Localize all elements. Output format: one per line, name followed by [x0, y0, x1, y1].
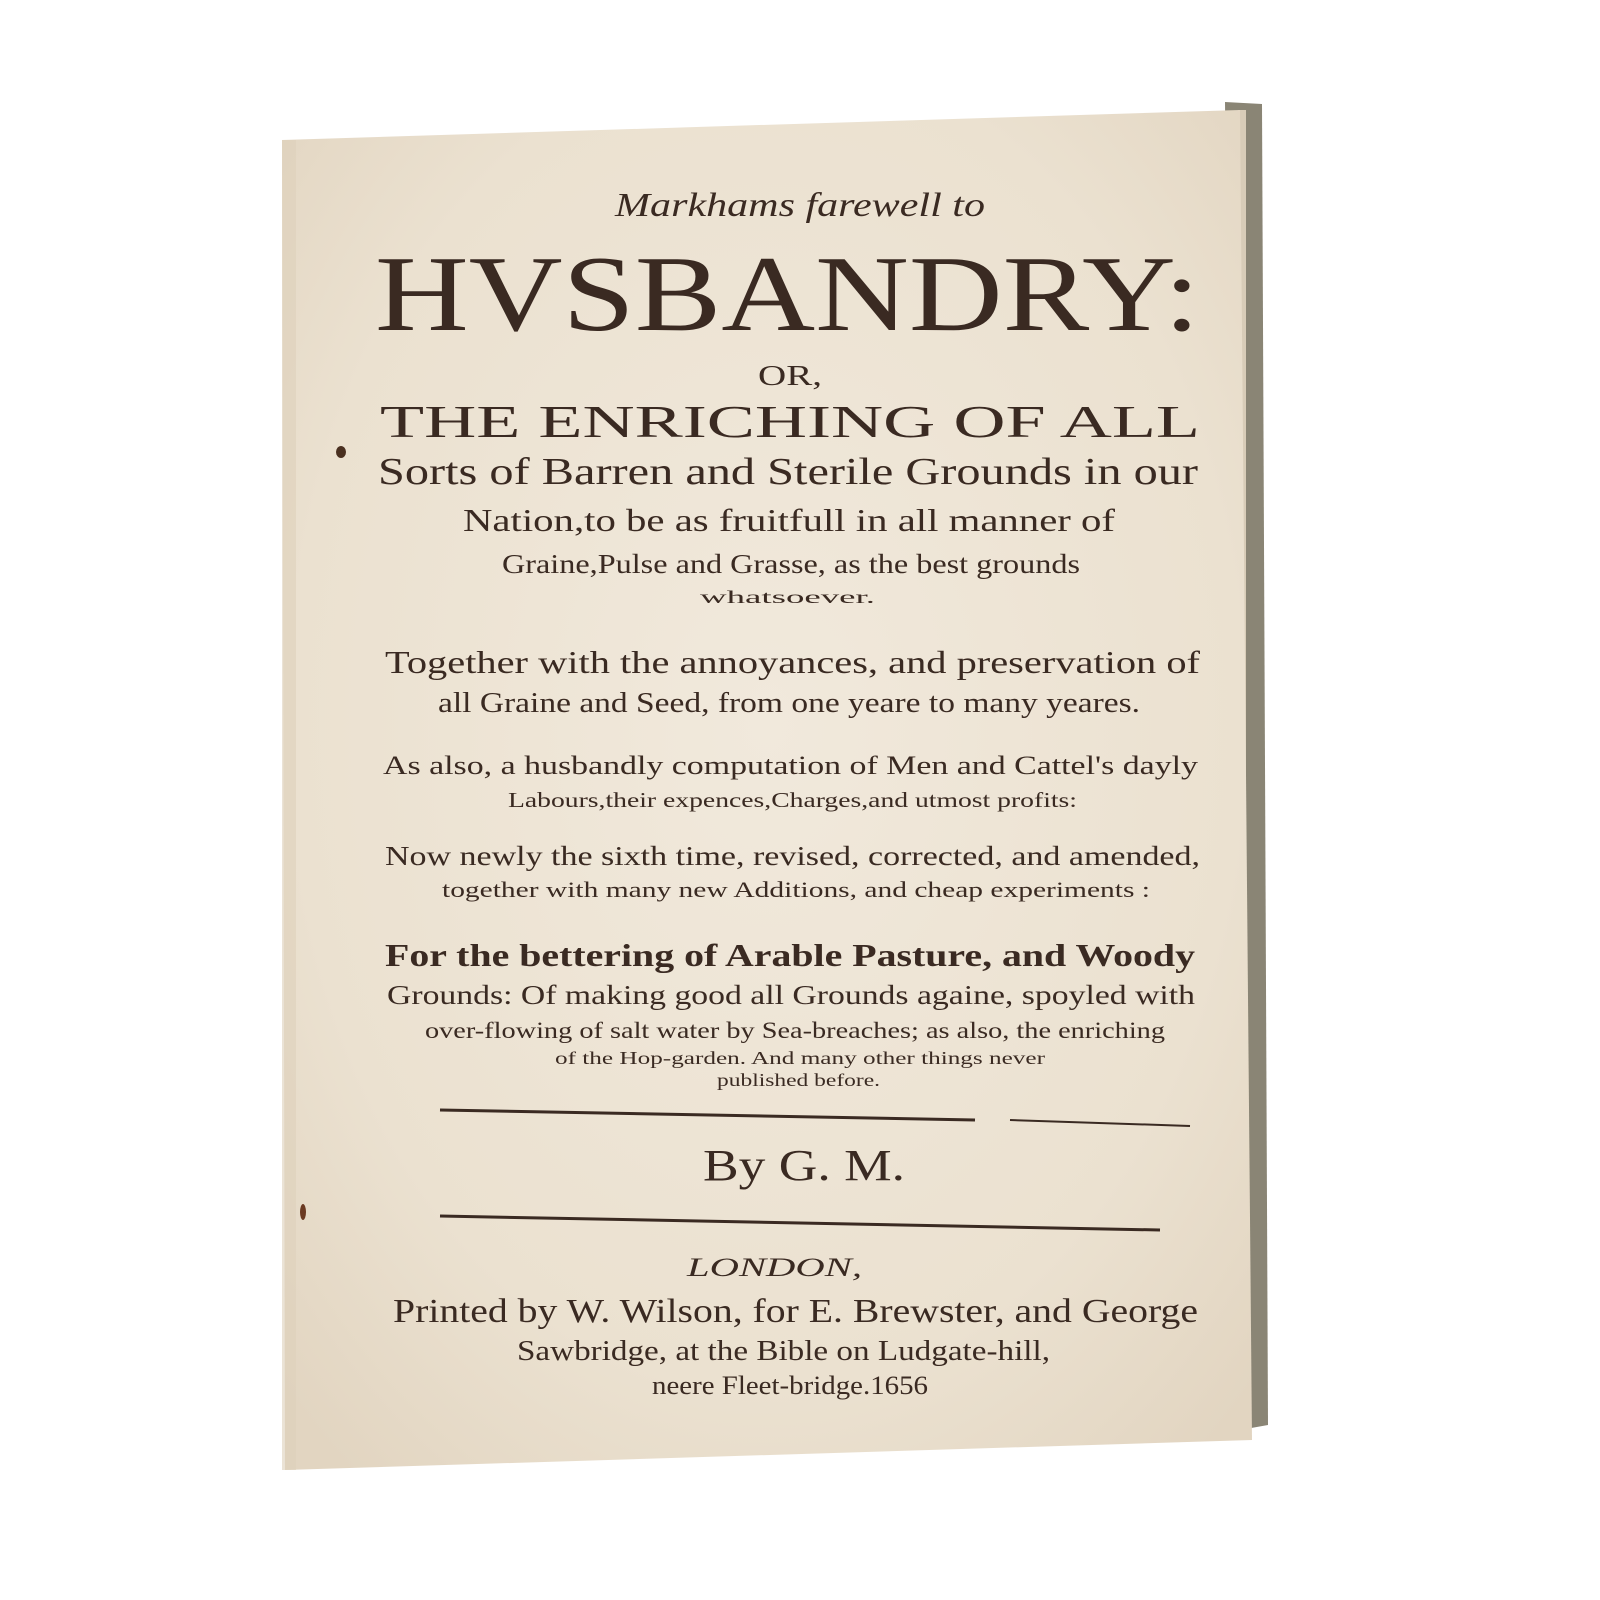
text-line: Together with the annoyances, and preservation of — [385, 644, 1201, 680]
gutter-shadow — [282, 140, 296, 1470]
ink-spot — [300, 1204, 306, 1220]
text-line: Sorts of Barren and Sterile Grounds in our — [378, 451, 1199, 493]
imprint-line: neere Fleet-bridge.1656 — [652, 1371, 928, 1400]
subtitle-caps: THE ENRICHING OF ALL — [380, 396, 1200, 447]
text-line: Now newly the sixth time, revised, corrected, and amended, — [385, 841, 1200, 871]
text-line: For the bettering of Arable Pasture, and Woody — [385, 937, 1195, 973]
text-line: Grounds: Of making good all Grounds againe, spoyled with — [387, 980, 1196, 1010]
text-line: over-flowing of salt water by Sea-breaches; as also, the enriching — [425, 1018, 1166, 1043]
text-line: published before. — [717, 1070, 880, 1090]
imprint-line: Sawbridge, at the Bible on Ludgate-hill, — [517, 1336, 1050, 1367]
text-line: all Graine and Seed, from one yeare to many yeares. — [438, 688, 1140, 719]
text-line: of the Hop-garden. And many other things never — [555, 1048, 1045, 1068]
text-line: As also, a husbandly computation of Men and Cattel's dayly — [383, 751, 1198, 780]
text-line: Labours,their expences,Charges,and utmost profits: — [508, 788, 1077, 812]
author: By G. M. — [703, 1141, 905, 1190]
ink-spot — [336, 446, 346, 458]
text-line: whatsoever. — [700, 587, 875, 607]
imprint-city: LONDON, — [685, 1253, 862, 1282]
main-title: HVSBANDRY: — [375, 235, 1200, 354]
text-line: together with many new Additions, and cheap experiments : — [442, 877, 1150, 902]
text-line: Nation,to be as fruitfull in all manner of — [463, 502, 1116, 538]
or-line: OR, — [758, 361, 822, 392]
pre-title: Markhams farewell to — [613, 187, 985, 224]
text-line: Graine,Pulse and Grasse, as the best grounds — [502, 549, 1080, 579]
imprint-line: Printed by W. Wilson, for E. Brewster, and George — [393, 1293, 1198, 1330]
